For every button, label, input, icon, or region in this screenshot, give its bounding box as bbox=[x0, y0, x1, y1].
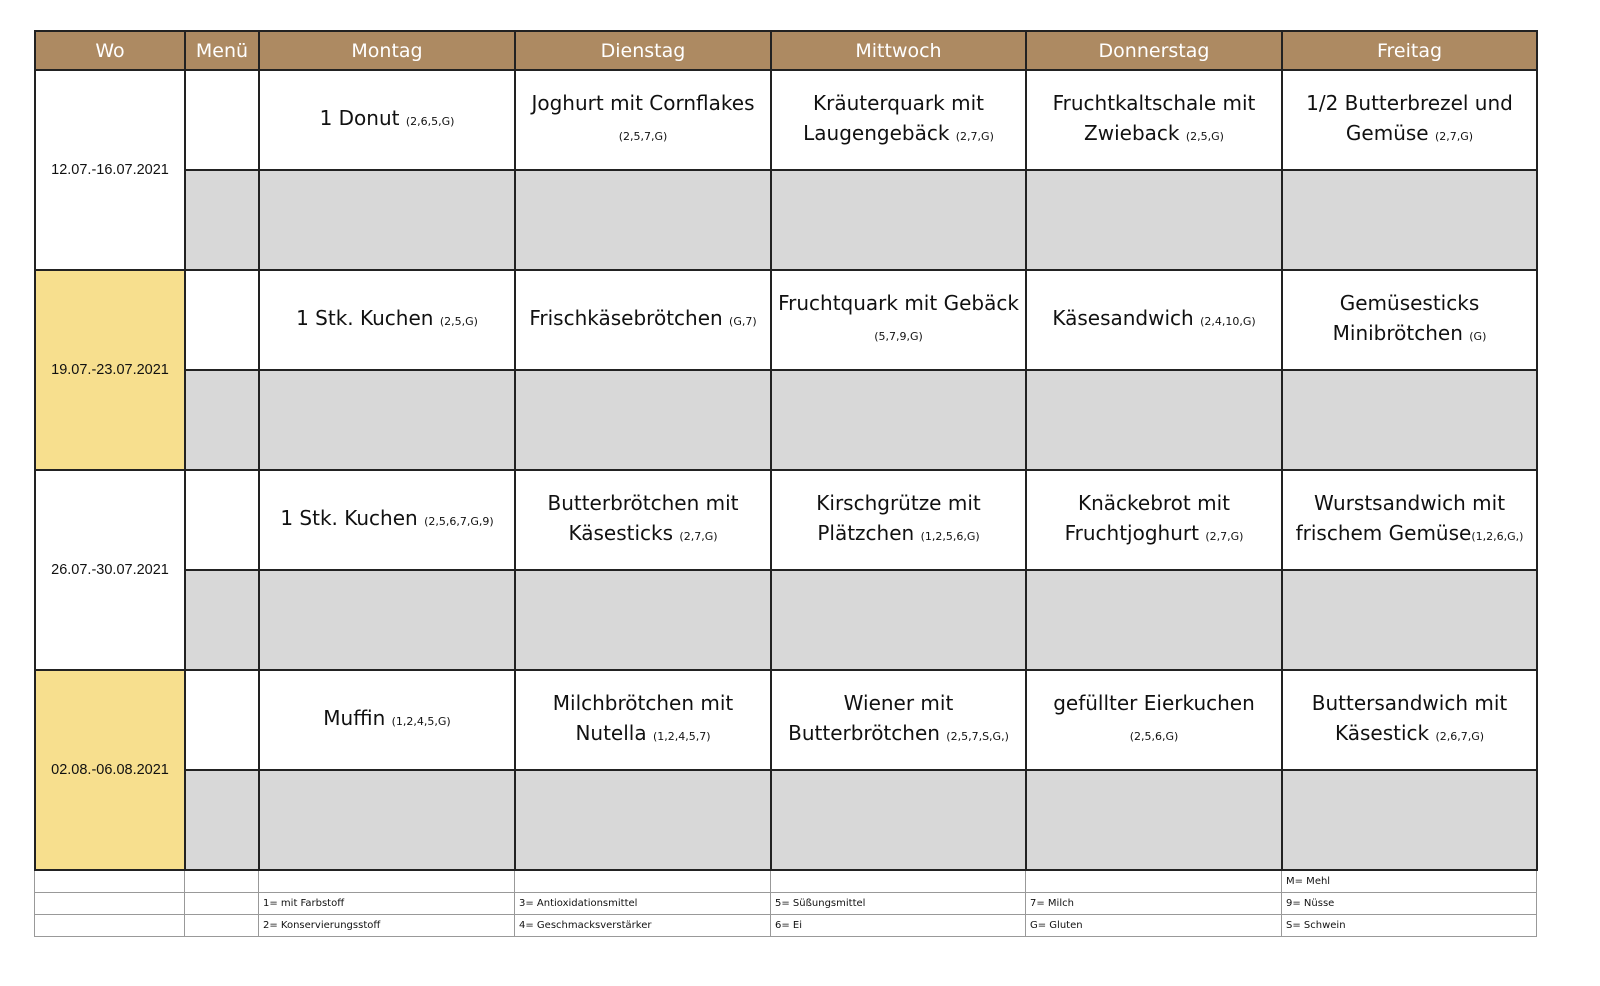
week-2-range: 19.07.-23.07.2021 bbox=[35, 270, 185, 470]
legend-entry: 7= Milch bbox=[1026, 893, 1282, 915]
dish-monday bbox=[259, 70, 515, 170]
dish-name: Joghurt mit Cornflakes bbox=[531, 91, 755, 115]
allergen-codes: (1,2,6,G,) bbox=[1471, 530, 1524, 543]
week-4-empty-row bbox=[35, 770, 1537, 870]
dish-wednesday bbox=[771, 670, 1026, 770]
allergen-codes: (2,7,G) bbox=[955, 130, 994, 143]
menu-cell bbox=[185, 70, 259, 170]
allergen-codes: (G) bbox=[1469, 330, 1487, 343]
week-2-meal-row bbox=[35, 270, 1537, 370]
header-friday: Freitag bbox=[1282, 31, 1537, 70]
dish-tuesday bbox=[515, 70, 771, 170]
legend-entry bbox=[259, 871, 515, 893]
empty-cell bbox=[259, 370, 515, 470]
empty-cell bbox=[1282, 370, 1537, 470]
empty-cell bbox=[771, 570, 1026, 670]
header-thursday: Donnerstag bbox=[1026, 31, 1282, 70]
empty-cell bbox=[771, 770, 1026, 870]
dish-tuesday bbox=[515, 670, 771, 770]
week-1-meal-row bbox=[35, 70, 1537, 170]
menu-table bbox=[34, 30, 1538, 871]
empty-cell bbox=[1026, 170, 1282, 270]
legend-row bbox=[35, 893, 1537, 915]
empty-cell bbox=[259, 170, 515, 270]
empty-cell bbox=[1026, 570, 1282, 670]
menu-plan bbox=[34, 30, 1538, 937]
dish-thursday bbox=[1026, 270, 1282, 370]
dish-name: Frischkäsebrötchen bbox=[529, 306, 723, 330]
allergen-codes: (2,5,G) bbox=[1185, 130, 1224, 143]
week-4-meal-row bbox=[35, 670, 1537, 770]
legend-spacer bbox=[35, 871, 185, 893]
legend-entry: 3= Antioxidationsmittel bbox=[515, 893, 771, 915]
legend-entry bbox=[515, 871, 771, 893]
allergen-codes: (1,2,4,5,7) bbox=[652, 730, 711, 743]
header-row bbox=[35, 31, 1537, 70]
legend-spacer bbox=[35, 893, 185, 915]
allergen-codes: (G,7) bbox=[729, 315, 757, 328]
allergen-codes: (2,5,7,S,G,) bbox=[946, 730, 1009, 743]
empty-cell bbox=[259, 770, 515, 870]
empty-cell bbox=[771, 370, 1026, 470]
week-3-range: 26.07.-30.07.2021 bbox=[35, 470, 185, 670]
empty-cell bbox=[1282, 570, 1537, 670]
legend-entry: 2= Konservierungsstoff bbox=[259, 915, 515, 937]
dish-monday bbox=[259, 670, 515, 770]
week-1-range: 12.07.-16.07.2021 bbox=[35, 70, 185, 270]
empty-cell bbox=[1026, 370, 1282, 470]
legend-spacer bbox=[185, 915, 259, 937]
allergen-codes: (2,5,6,7,G,9) bbox=[424, 515, 494, 528]
dish-name: 1 Donut bbox=[319, 106, 400, 130]
legend-entry: 1= mit Farbstoff bbox=[259, 893, 515, 915]
allergen-codes: (1,2,5,6,G) bbox=[920, 530, 980, 543]
menu-cell bbox=[185, 470, 259, 570]
dish-name: Butterbrötchen mit Käsesticks bbox=[547, 491, 739, 545]
header-wednesday: Mittwoch bbox=[771, 31, 1026, 70]
empty-cell bbox=[1282, 170, 1537, 270]
week-1-empty-row bbox=[35, 170, 1537, 270]
empty-cell bbox=[185, 570, 259, 670]
legend-spacer bbox=[185, 871, 259, 893]
dish-name: Muffin bbox=[323, 706, 386, 730]
dish-wednesday bbox=[771, 270, 1026, 370]
dish-name: Milchbrötchen mit Nutella bbox=[552, 691, 734, 745]
dish-monday bbox=[259, 470, 515, 570]
header-tuesday: Dienstag bbox=[515, 31, 771, 70]
legend-entry: 9= Nüsse bbox=[1282, 893, 1537, 915]
menu-cell bbox=[185, 270, 259, 370]
dish-monday bbox=[259, 270, 515, 370]
dish-name: Kirschgrütze mit Plätzchen bbox=[816, 491, 981, 545]
legend-entry: 5= Süßungsmittel bbox=[771, 893, 1026, 915]
dish-name: Buttersandwich mit Käsestick bbox=[1311, 691, 1508, 745]
week-4-range: 02.08.-06.08.2021 bbox=[35, 670, 185, 870]
dish-name: Fruchtkaltschale mit Zwieback bbox=[1052, 91, 1256, 145]
dish-name: Wiener mit Butterbrötchen bbox=[788, 691, 954, 745]
allergen-codes: (2,6,7,G) bbox=[1435, 730, 1485, 743]
dish-tuesday bbox=[515, 470, 771, 570]
dish-thursday bbox=[1026, 670, 1282, 770]
legend-spacer bbox=[35, 915, 185, 937]
week-3-empty-row bbox=[35, 570, 1537, 670]
legend-entry: 6= Ei bbox=[771, 915, 1026, 937]
legend-row bbox=[35, 871, 1537, 893]
legend-entry: 4= Geschmacksverstärker bbox=[515, 915, 771, 937]
dish-name: Käsesandwich bbox=[1052, 306, 1194, 330]
header-week: Wo bbox=[35, 31, 185, 70]
dish-friday bbox=[1282, 470, 1537, 570]
dish-thursday bbox=[1026, 70, 1282, 170]
allergen-codes: (2,5,G) bbox=[439, 315, 478, 328]
dish-friday bbox=[1282, 70, 1537, 170]
empty-cell bbox=[515, 370, 771, 470]
dish-name: Fruchtquark mit Gebäck bbox=[778, 291, 1019, 315]
menu-cell bbox=[185, 670, 259, 770]
dish-name: Kräuterquark mit Laugengebäck bbox=[803, 91, 984, 145]
week-2-empty-row bbox=[35, 370, 1537, 470]
dish-name: gefüllter Eierkuchen bbox=[1053, 691, 1255, 715]
dish-friday bbox=[1282, 670, 1537, 770]
legend-spacer bbox=[185, 893, 259, 915]
dish-name: 1 Stk. Kuchen bbox=[280, 506, 418, 530]
dish-name: Gemüsesticks Minibrötchen bbox=[1332, 291, 1480, 345]
dish-tuesday bbox=[515, 270, 771, 370]
legend-entry bbox=[1026, 871, 1282, 893]
allergen-codes: (2,7,G) bbox=[1434, 130, 1474, 143]
legend-entry bbox=[771, 871, 1026, 893]
dish-name: Wurstsandwich mit frischem Gemüse bbox=[1295, 491, 1506, 545]
allergen-codes: (2,7,G) bbox=[1205, 530, 1244, 543]
header-monday: Montag bbox=[259, 31, 515, 70]
allergen-codes: (2,6,5,G) bbox=[405, 115, 455, 128]
allergen-codes: (5,7,9,G) bbox=[874, 330, 923, 343]
dish-friday bbox=[1282, 270, 1537, 370]
legend-entry: G= Gluten bbox=[1026, 915, 1282, 937]
legend-entry: M= Mehl bbox=[1282, 871, 1537, 893]
dish-name: 1 Stk. Kuchen bbox=[296, 306, 434, 330]
allergen-codes: (2,4,10,G) bbox=[1200, 315, 1256, 328]
dish-wednesday bbox=[771, 470, 1026, 570]
empty-cell bbox=[515, 570, 771, 670]
empty-cell bbox=[515, 170, 771, 270]
legend-row bbox=[35, 915, 1537, 937]
empty-cell bbox=[259, 570, 515, 670]
week-3-meal-row bbox=[35, 470, 1537, 570]
allergen-codes: (2,7,G) bbox=[679, 530, 718, 543]
empty-cell bbox=[771, 170, 1026, 270]
dish-wednesday bbox=[771, 70, 1026, 170]
dish-name: Knäckebrot mit Fruchtjoghurt bbox=[1064, 491, 1230, 545]
dish-name: 1/2 Butterbrezel und Gemüse bbox=[1306, 91, 1513, 145]
allergen-codes: (2,5,7,G) bbox=[618, 130, 668, 143]
allergen-codes: (2,5,6,G) bbox=[1129, 730, 1179, 743]
empty-cell bbox=[1282, 770, 1537, 870]
header-menu: Menü bbox=[185, 31, 259, 70]
legend-entry: S= Schwein bbox=[1282, 915, 1537, 937]
empty-cell bbox=[515, 770, 771, 870]
empty-cell bbox=[185, 370, 259, 470]
empty-cell bbox=[1026, 770, 1282, 870]
empty-cell bbox=[185, 770, 259, 870]
allergen-legend bbox=[34, 871, 1537, 937]
empty-cell bbox=[185, 170, 259, 270]
allergen-codes: (1,2,4,5,G) bbox=[391, 715, 451, 728]
dish-thursday bbox=[1026, 470, 1282, 570]
